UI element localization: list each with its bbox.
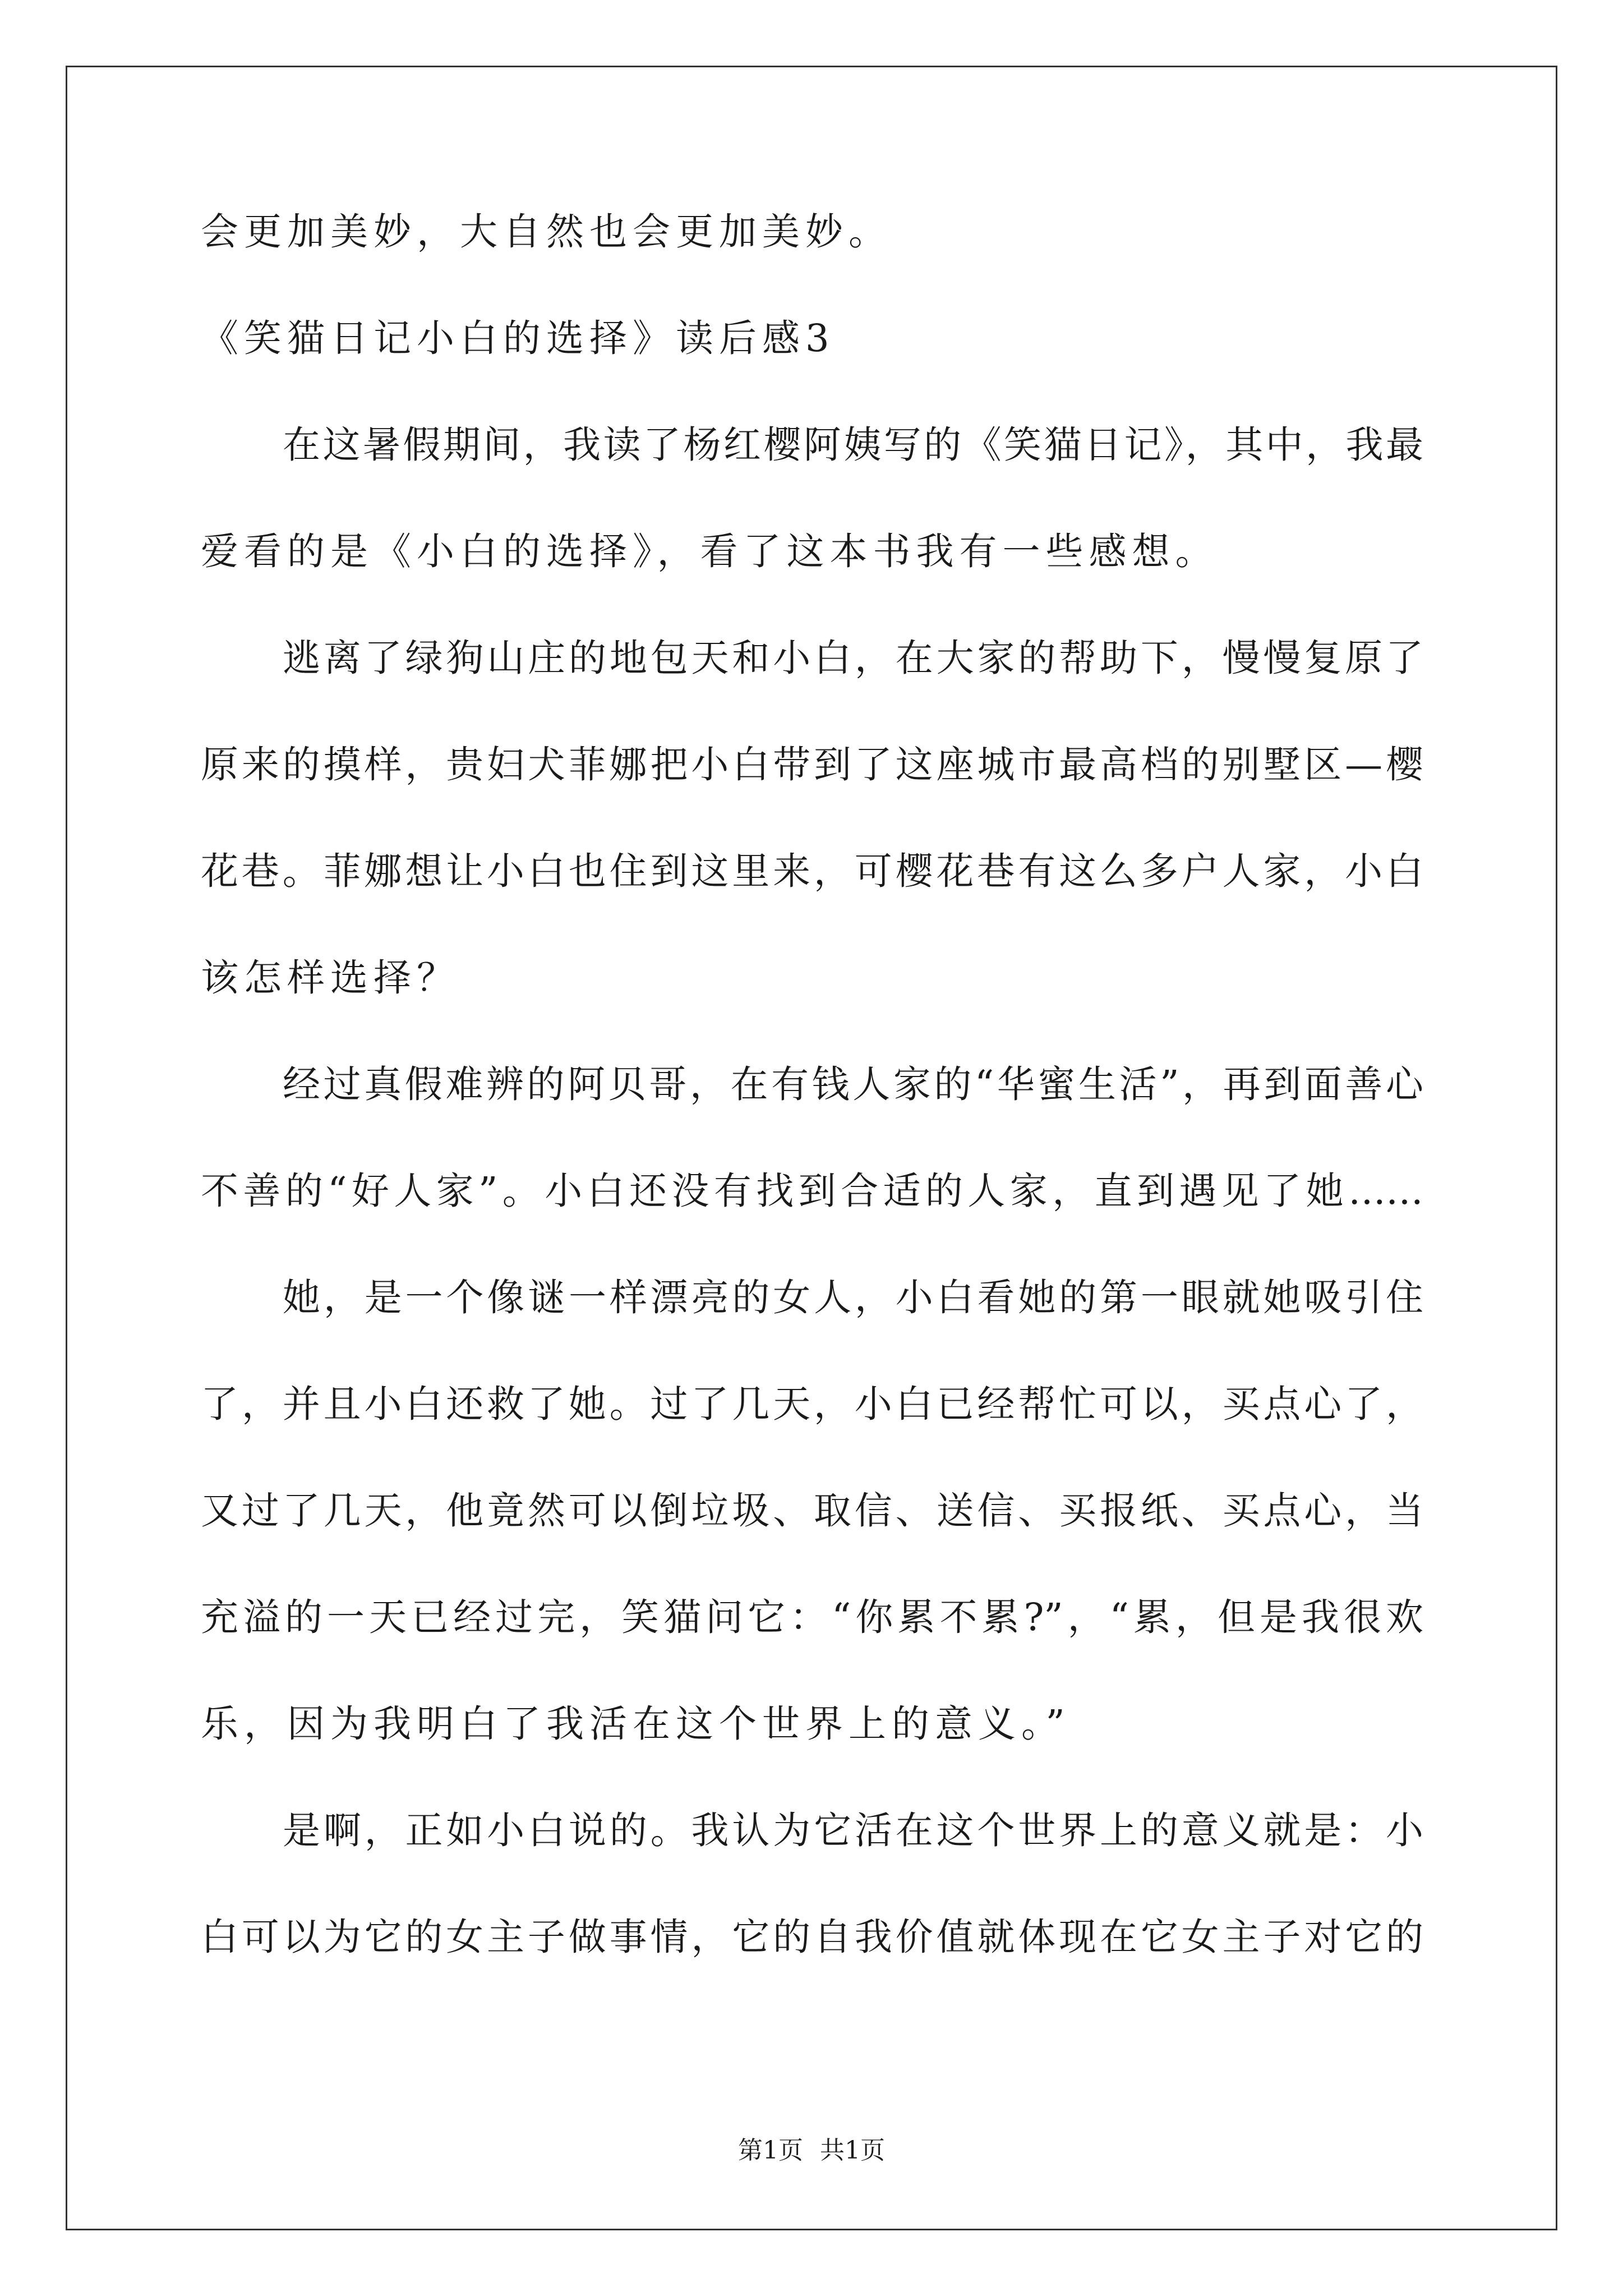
text-line: 白可以为它的女主子做事情，它的自我价值就体现在它女主子对它的 — [201, 1915, 1423, 1959]
text-line: 爱看的是《小白的选择》，看了这本书我有一些感想。 — [201, 530, 1219, 573]
text-line: 原来的摸样，贵妇犬菲娜把小白带到了这座城市最高档的别墅区—樱 — [201, 743, 1423, 786]
text-line: 会更加美妙，大自然也会更加美妙。 — [201, 210, 892, 254]
text-line: 花巷。菲娜想让小白也住到这里来，可樱花巷有这么多户人家，小白 — [201, 849, 1423, 893]
text-line: 她，是一个像谜一样漂亮的女人，小白看她的第一眼就她吸引住 — [283, 1276, 1423, 1319]
page-total: 共1页 — [820, 2136, 885, 2165]
page-footer — [0, 2138, 1623, 2163]
text-line: 了，并且小白还救了她。过了几天，小白已经帮忙可以，买点心了， — [201, 1382, 1423, 1426]
section-heading: 《笑猫日记小白的选择》读后感3 — [201, 316, 835, 360]
text-line: 是啊，正如小白说的。我认为它活在这个世界上的意义就是：小 — [283, 1809, 1423, 1852]
text-line: 逃离了绿狗山庄的地包天和小白，在大家的帮助下，慢慢复原了 — [283, 636, 1423, 680]
text-line: 该怎样选择？ — [201, 956, 460, 1000]
text-line: 经过真假难辨的阿贝哥，在有钱人家的“华蜜生活”，再到面善心 — [283, 1062, 1423, 1106]
text-line: 充溢的一天已经过完，笑猫问它：“你累不累?”，“累，但是我很欢 — [201, 1595, 1423, 1639]
text-line: 又过了几天，他竟然可以倒垃圾、取信、送信、买报纸、买点心，当 — [201, 1489, 1423, 1533]
page-number: 第1页 — [738, 2136, 803, 2165]
document-body — [201, 210, 1423, 2025]
text-line: 乐，因为我明白了我活在这个世界上的意义。” — [201, 1702, 1071, 1746]
text-line: 在这暑假期间，我读了杨红樱阿姨写的《笑猫日记》，其中，我最 — [283, 423, 1423, 467]
text-line: 不善的“好人家”。小白还没有找到合适的人家，直到遇见了她…… — [201, 1169, 1423, 1213]
